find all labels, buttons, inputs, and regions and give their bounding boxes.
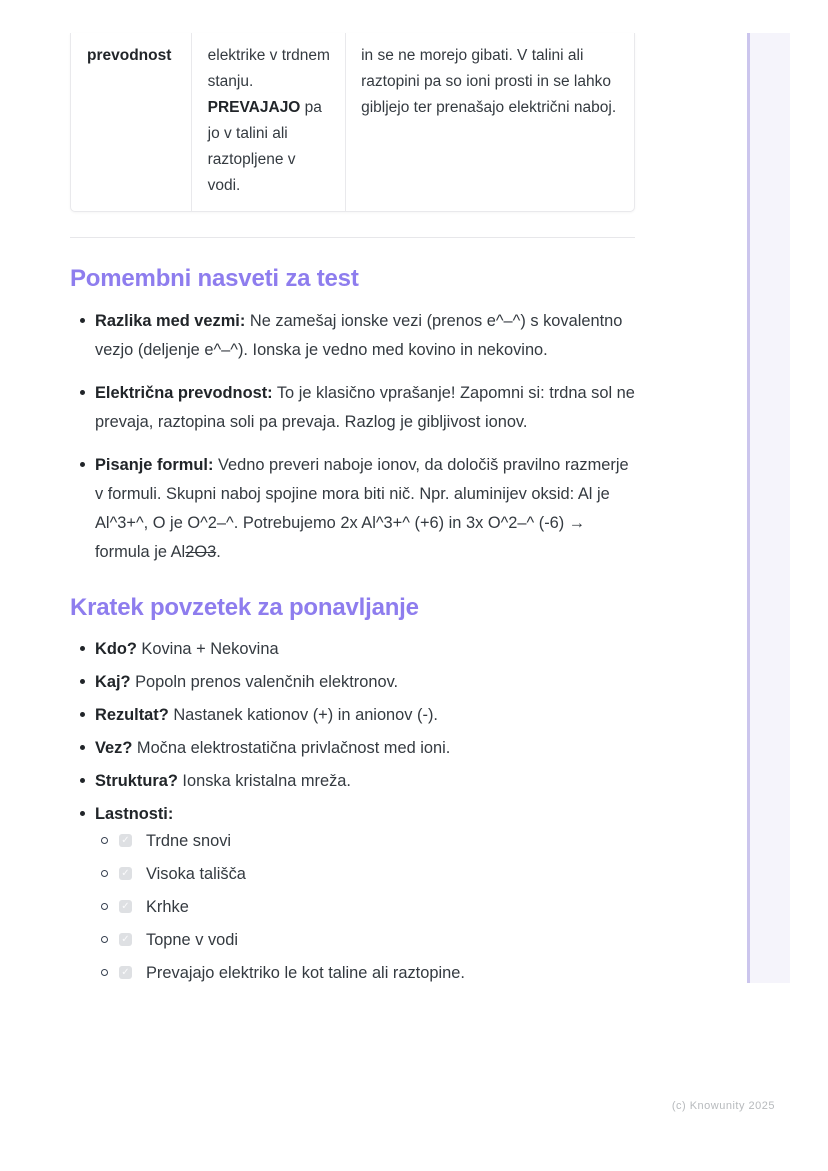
table-cell-property-name: prevodnost [87, 47, 172, 64]
text-segment: Močna elektrostatična privlačnost med ioni. [132, 739, 451, 757]
text-segment: Kovina + Nekovina [136, 640, 279, 658]
bullet-dot-icon [80, 462, 85, 467]
bullet-dot-icon [80, 712, 85, 717]
bullet-lead: Vez? [95, 739, 133, 757]
bullet-lead: Rezultat? [95, 706, 169, 724]
checklist-item [95, 828, 635, 854]
circle-bullet-icon [101, 903, 108, 910]
text-segment: Ionska kristalna mreža. [177, 772, 351, 790]
bullet-lead: Struktura? [95, 772, 178, 790]
bullet-item [70, 307, 635, 365]
table-cell-explanation: in se ne morejo gibati. V talini ali raztopini pa so ioni prosti in se lahko gibljejo ter prenašajo električni naboj. [345, 33, 634, 211]
text-segment: To je klasično vprašanje! Zapomni si: trdna sol ne prevaja, raztopina soli pa prevaja. Razlog je gibljivost ionov. [95, 384, 635, 431]
checklist-item [95, 861, 635, 887]
text-segment: PREVAJAJO [207, 99, 301, 116]
bullet-dot-icon [80, 679, 85, 684]
bullet-item [70, 735, 635, 761]
bullet-list [70, 636, 635, 986]
bullet-dot-icon [80, 646, 85, 651]
bullet-item [70, 451, 635, 567]
checkbox-checked-icon: ✓ [119, 966, 132, 979]
bullet-lead: Razlika med vezmi: [95, 312, 246, 330]
bullet-lead: Pisanje formul: [95, 456, 214, 474]
footer-copyright: (c) Knowunity 2025 [671, 1100, 775, 1112]
checkbox-checked-icon: ✓ [119, 834, 132, 847]
page-content [70, 0, 635, 993]
bullet-item [70, 669, 635, 695]
checklist [95, 828, 635, 986]
checklist-label: Trdne snovi [146, 832, 232, 850]
text-segment: elektrike v trdnem stanju. [207, 47, 330, 90]
circle-bullet-icon [101, 837, 108, 844]
bullet-item [70, 636, 635, 662]
bullet-dot-icon [80, 318, 85, 323]
properties-table-fragment [70, 33, 635, 212]
checklist-label: Visoka tališča [146, 865, 246, 883]
text-segment: Vedno preveri naboje ionov, da določiš pravilno razmerje v formuli. Skupni naboj spojine mora biti nič. Npr. aluminijev oksid: Al je Al^3+^, O je O^2–^. Potrebujemo 2x Al^3+^ (+6) in 3x O^2–^ (-6) → formula je Al [95, 456, 629, 561]
bullet-lead: Lastnosti: [95, 805, 174, 823]
bullet-dot-icon [80, 778, 85, 783]
table-cell-solid-state [191, 33, 345, 211]
section-divider [70, 237, 635, 238]
bullet-list [70, 307, 635, 567]
text-segment: 2O3 [185, 543, 217, 561]
bullet-dot-icon [80, 811, 85, 816]
text-segment: Ne zamešaj ionske vezi (prenos e^–^) s kovalentno vezjo (deljenje e^–^). Ionska je vedno med kovino in nekovino. [95, 312, 623, 359]
checkbox-checked-icon: ✓ [119, 867, 132, 880]
text-segment: Nastanek kationov (+) in anionov (-). [168, 706, 438, 724]
bullet-item [70, 801, 635, 986]
checklist-item [95, 960, 635, 986]
text-segment: . [216, 543, 221, 561]
bullet-dot-icon [80, 745, 85, 750]
checkbox-checked-icon: ✓ [119, 900, 132, 913]
bullet-lead: Kdo? [95, 640, 137, 658]
text-segment: pa jo v talini ali raztopljene v vodi. [207, 99, 322, 194]
circle-bullet-icon [101, 870, 108, 877]
bullet-item [70, 768, 635, 794]
bullet-item [70, 379, 635, 437]
next-page-edge-strip [747, 33, 790, 983]
bullet-item [70, 702, 635, 728]
checklist-label: Krhke [146, 898, 189, 916]
bullet-dot-icon [80, 390, 85, 395]
bullet-lead: Kaj? [95, 673, 131, 691]
checklist-item [95, 894, 635, 920]
sections-container [70, 264, 635, 986]
circle-bullet-icon [101, 969, 108, 976]
checklist-label: Topne v vodi [146, 931, 239, 949]
checklist-label: Prevajajo elektriko le kot taline ali raztopine. [146, 964, 465, 982]
checkbox-checked-icon: ✓ [119, 933, 132, 946]
bullet-lead: Električna prevodnost: [95, 384, 273, 402]
circle-bullet-icon [101, 936, 108, 943]
checklist-item [95, 927, 635, 953]
section-heading: Kratek povzetek za ponavljanje [70, 594, 419, 621]
section-heading: Pomembni nasveti za test [70, 265, 359, 292]
text-segment: Popoln prenos valenčnih elektronov. [130, 673, 399, 691]
